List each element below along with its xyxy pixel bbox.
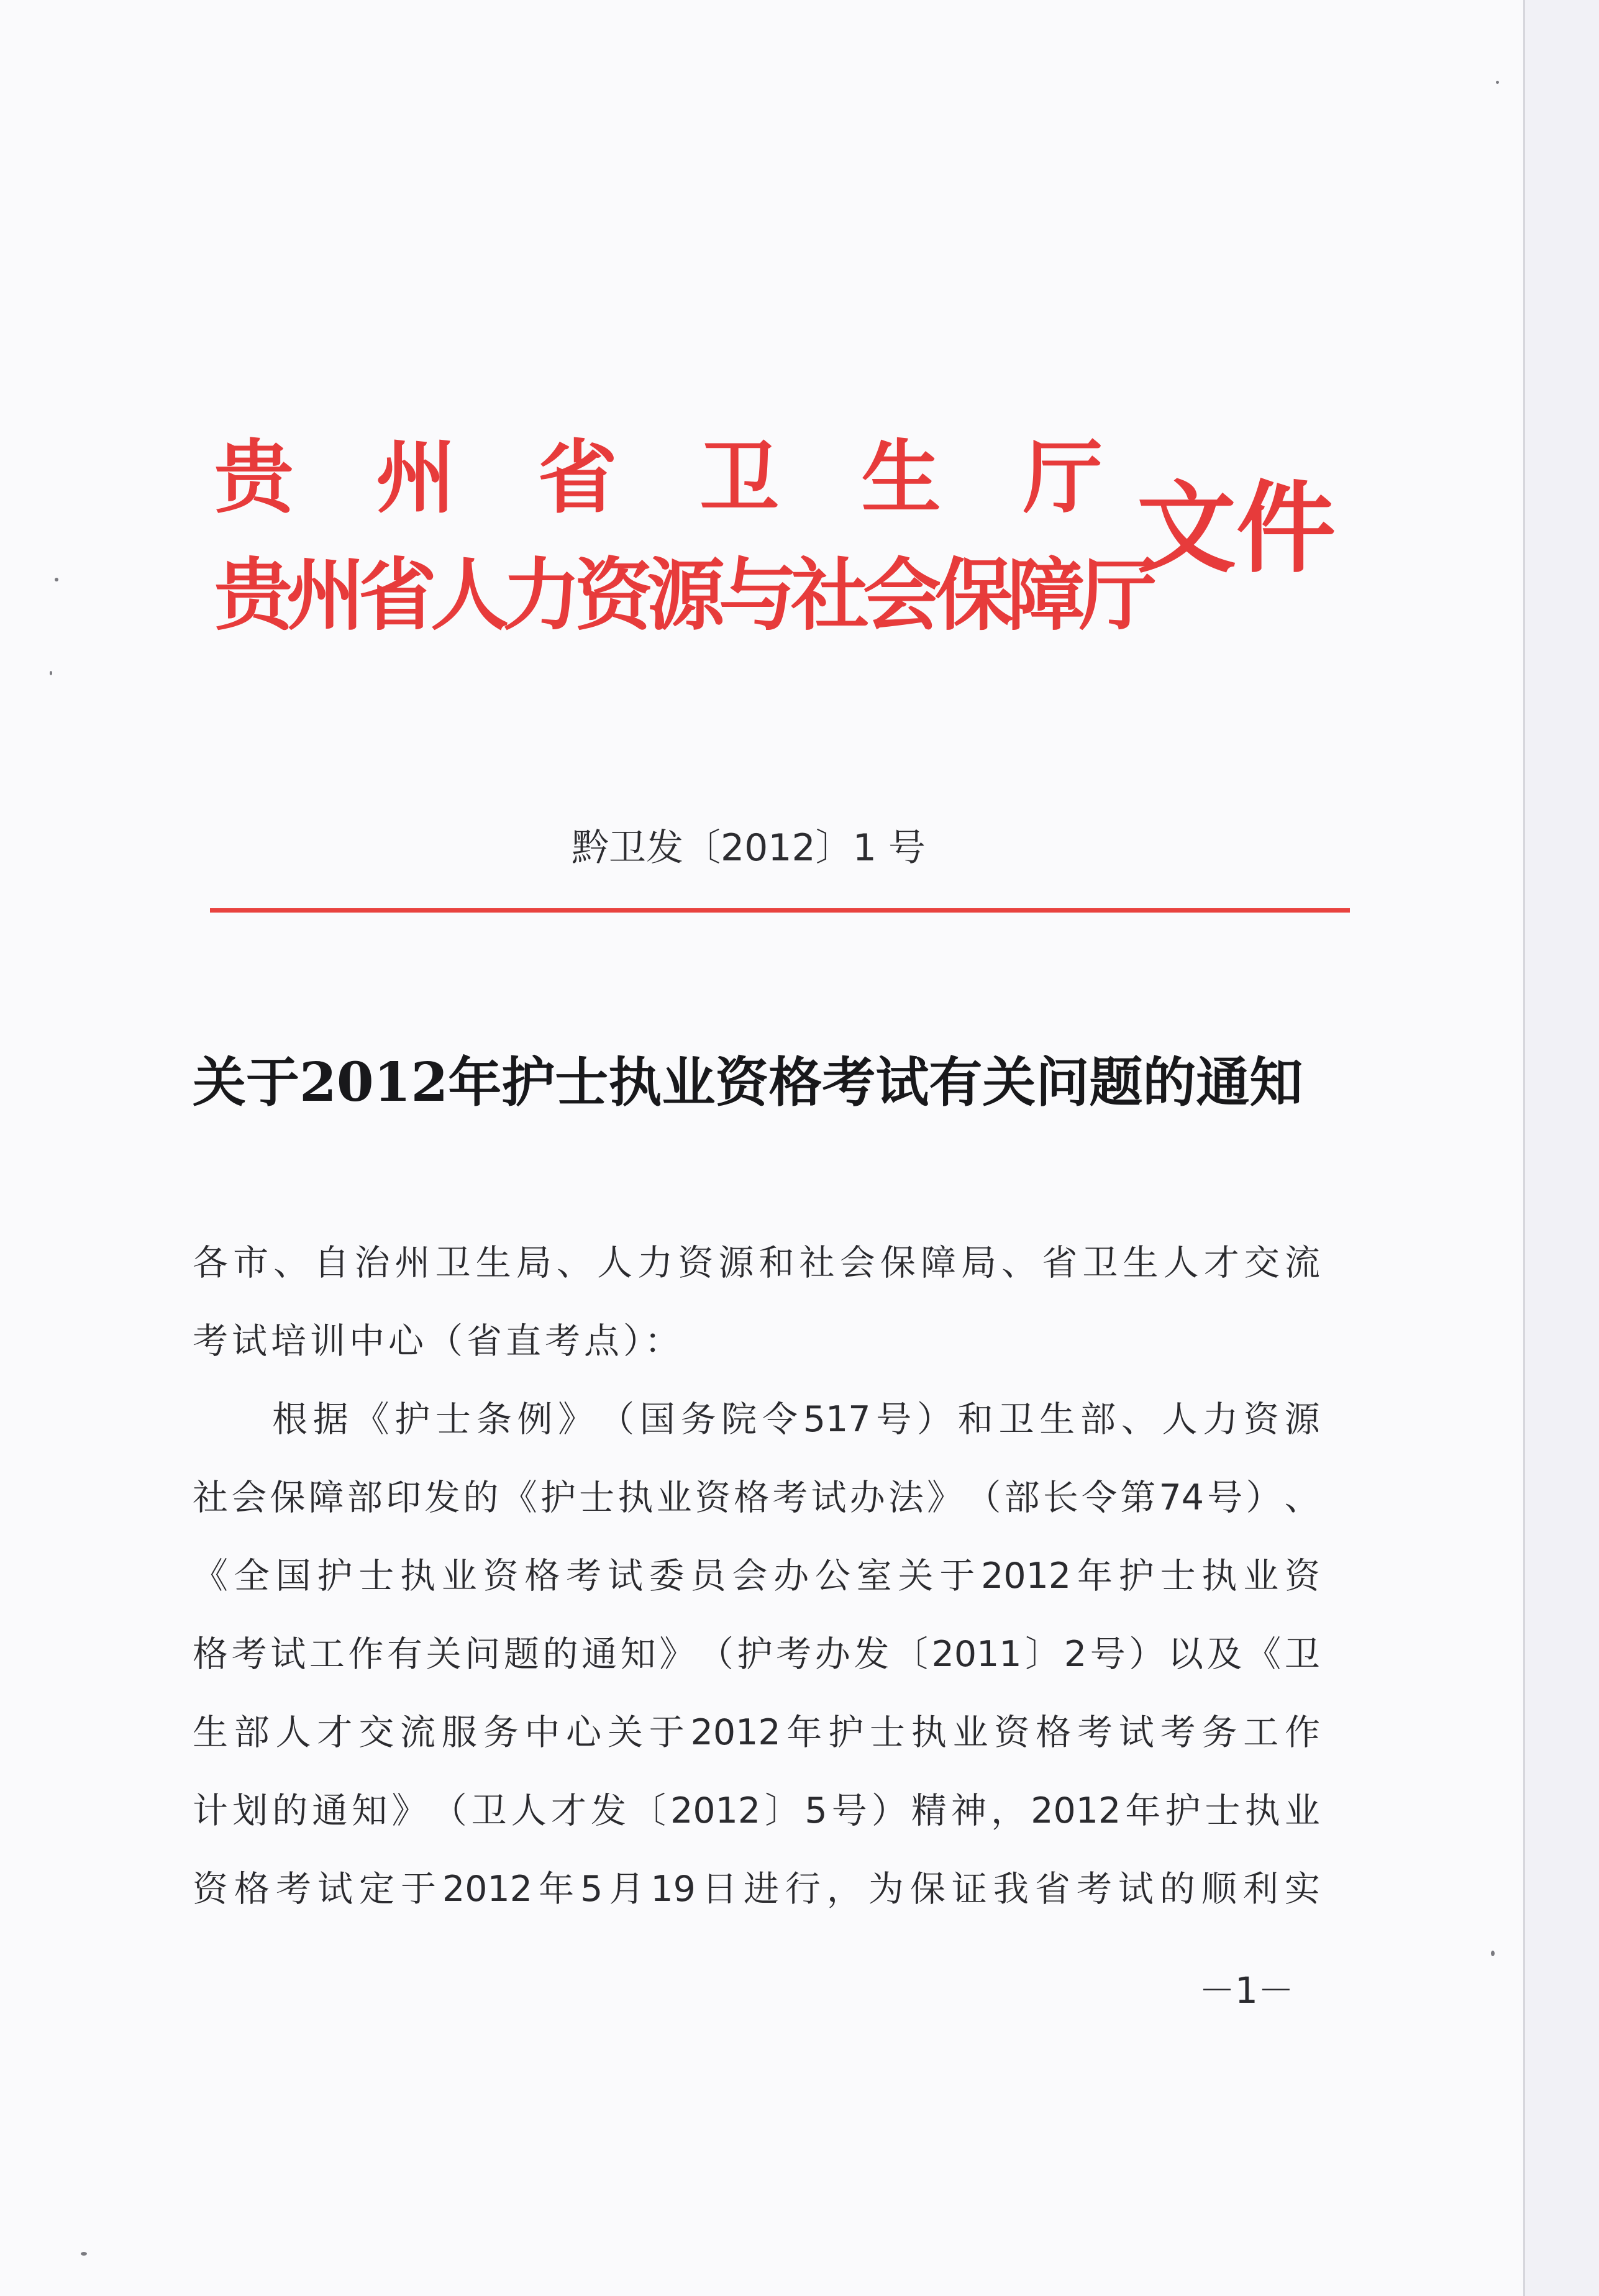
page-number: －1－ [1199,1969,1294,2011]
masthead-char: 生 [861,431,941,524]
red-divider-rule [210,908,1350,913]
masthead-document-suffix: 文件 [1137,470,1336,586]
scan-speck [1496,81,1499,84]
document-title: 关于2012年护士执业资格考试有关问题的通知 [193,1051,1303,1114]
paragraph-line: 《 全 国 护 士 执 业 资 格 考 试 委 员 会 办 公 室 关 于 2012 年 护 士 执 业 资 [193,1556,1320,1597]
scan-edge [1523,0,1599,2296]
masthead-char: 州 [376,431,456,524]
paragraph-line: 生 部 人 才 交 流 服 务 中 心 关 于 2012 年 护 士 执 业 资 格 考 试 考 务 工 作 [193,1712,1320,1753]
paragraph-line: 格 考 试 工 作 有 关 问 题 的 通 知 》 （ 护 考 办 发 〔 2011 〕 2 号 ） 以 及 《 卫 [193,1634,1320,1675]
masthead-char: 卫 [699,431,780,524]
paragraph-line: 社 会 保 障 部 印 发 的 《 护 士 执 业 资 格 考 试 办 法 》 （ 部 长 令 第 74 号 ） 、 [193,1477,1320,1518]
masthead-char: 贵 [214,431,294,524]
scan-speck [81,2252,87,2256]
scan-speck [1491,1951,1495,1956]
salutation-line: 各 市 、 自 治 州 卫 生 局 、 人 力 资 源 和 社 会 保 障 局 、 省 卫 生 人 才 交 流 [193,1242,1320,1283]
masthead-char: 省 [537,431,617,524]
paragraph-line: 计 划 的 通 知 》 （ 卫 人 才 发 〔 2012 〕 5 号 ） 精 神 ， 2012 年 护 士 执 业 [193,1790,1320,1831]
scan-speck [50,671,52,675]
paragraph-line: 资 格 考 试 定 于 2012 年 5 月 19 日 进 行 ， 为 保 证 我 省 考 试 的 顺 利 实 [193,1869,1320,1910]
masthead-issuer-health-department [214,431,1103,525]
paragraph-line: 根 据 《 护 士 条 例 》 （ 国 务 院 令 517 号 ） 和 卫 生 部 、 人 力 资 源 [272,1399,1320,1440]
document-number: 黔卫发〔2012〕1 号 [572,826,926,870]
document-body [193,1224,1320,1928]
masthead-issuer-hr-department: 贵州省人力资源与社会保障厅 [214,549,1151,641]
salutation-line: 考试培训中心（省直考点）： [193,1321,684,1362]
scan-speck [55,578,58,581]
masthead-char: 厅 [1023,431,1103,524]
